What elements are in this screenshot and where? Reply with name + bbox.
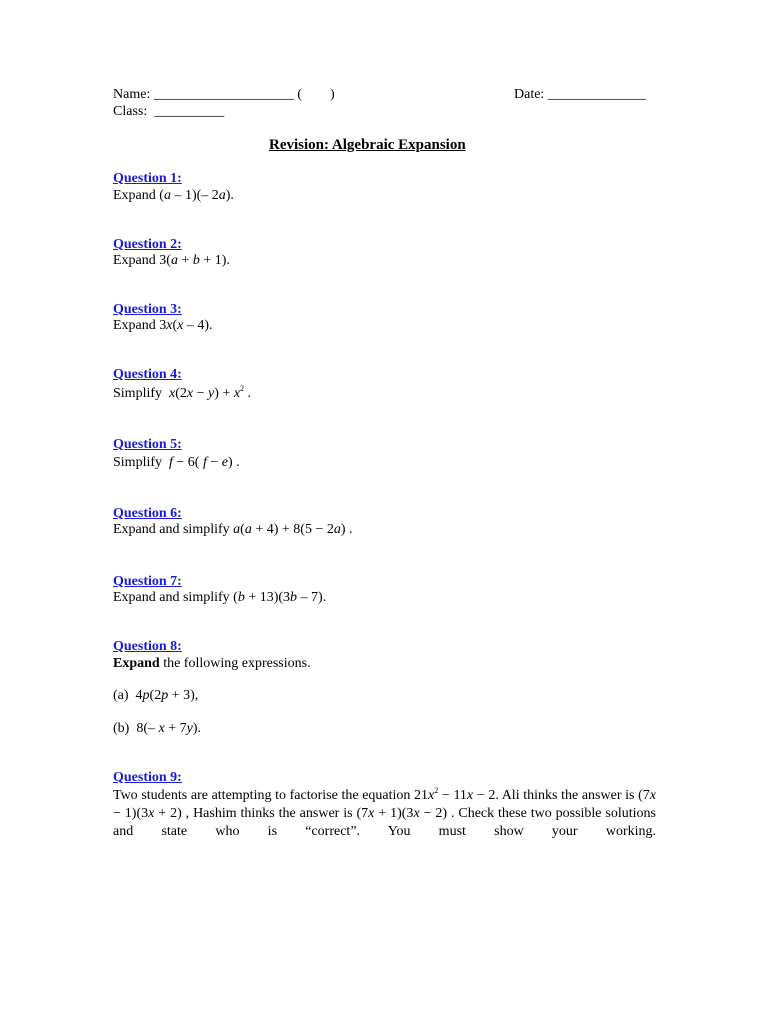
index-paren-close: ) — [330, 87, 335, 102]
question-9-text: Two students are attempting to factorise the equation $21x^2 - 11x - 2$. Ali thinks the answer is (7x − 1)(3x + 2) , Hashim thinks the answer is (7x + 1)(3x − 2) . Check these two possible solutions and state who is “correct”. You must show your working. — [113, 786, 656, 839]
question-3-text: Expand 3x(x – 4). — [113, 318, 213, 333]
class-label: Class: — [113, 104, 148, 119]
question-7-heading: Question 7: — [113, 574, 182, 589]
question-9-heading: Question 9: — [113, 770, 182, 785]
question-5-text: Simplify f − 6( f − e) . — [113, 455, 240, 470]
question-3-heading: Question 3: — [113, 302, 182, 317]
question-8-heading: Question 8: — [113, 639, 182, 654]
question-1-text: Expand (a – 1)(– 2a). — [113, 188, 234, 203]
date-line — [514, 86, 646, 103]
question-8-part-a: (a) 4p(2p + 3), — [113, 688, 199, 703]
question-1-heading: Question 1: — [113, 171, 182, 186]
question-2-heading: Question 2: — [113, 237, 182, 252]
question-7-text: Expand and simplify (b + 13)(3b – 7). — [113, 590, 327, 605]
date-label: Date: — [514, 87, 545, 102]
question-4-text: Simplify $x(2x - y) + x^2$ . — [113, 384, 252, 401]
index-paren-open: ( — [297, 87, 302, 102]
date-blank: ______________ — [547, 87, 646, 102]
name-line — [113, 86, 335, 103]
name-blank: ____________________ — [153, 87, 294, 102]
question-5-heading: Question 5: — [113, 437, 182, 452]
question-8-part-b: (b) 8(– x + 7y). — [113, 721, 202, 736]
worksheet-title: Revision: Algebraic Expansion — [269, 137, 466, 153]
question-8-instruction: Expand the following expressions. — [113, 656, 311, 671]
question-4-heading: Question 4: — [113, 367, 182, 382]
class-line — [113, 103, 224, 120]
question-2-text: Expand 3(a + b + 1). — [113, 253, 230, 268]
question-6-heading: Question 6: — [113, 506, 182, 521]
name-label: Name: — [113, 87, 151, 102]
question-6-text: Expand and simplify a(a + 4) + 8(5 − 2a) . — [113, 522, 353, 537]
class-blank: __________ — [154, 104, 225, 119]
